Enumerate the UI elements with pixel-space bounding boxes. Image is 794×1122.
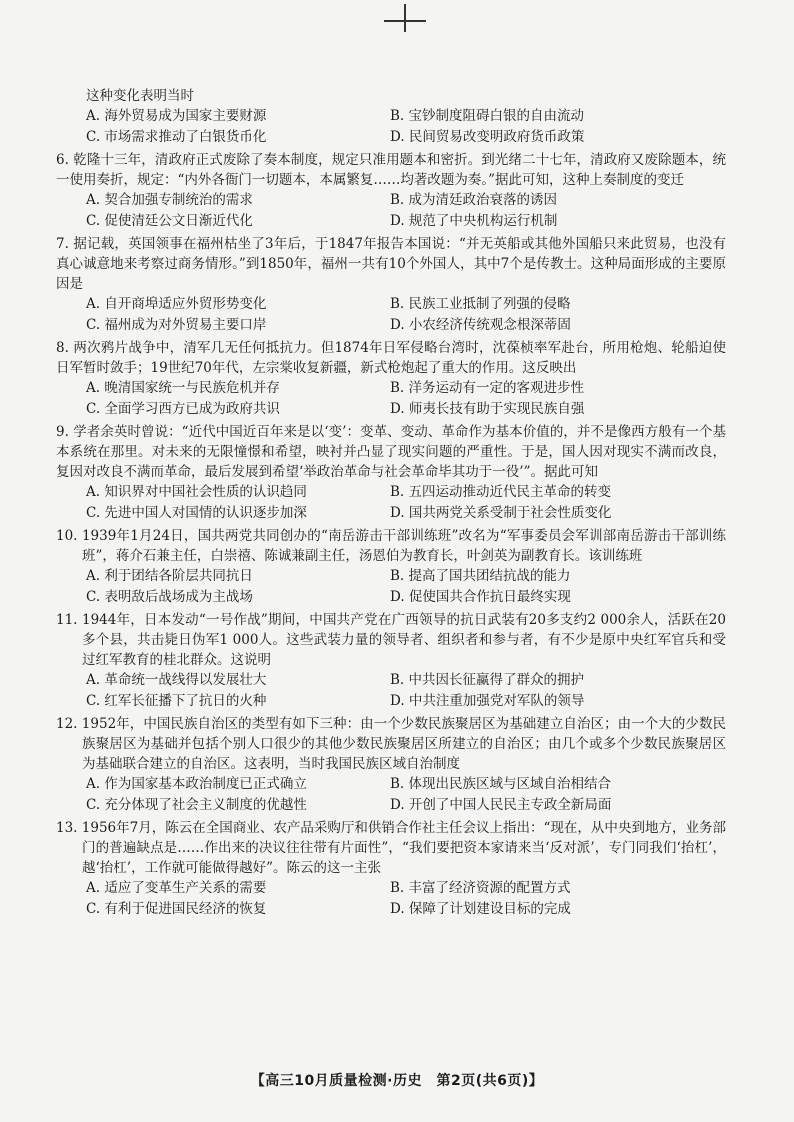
option-c: C. 充分体现了社会主义制度的优越性 (86, 797, 307, 813)
option-grid (56, 566, 726, 608)
option-d: D. 小农经济传统观念根深蒂固 (390, 317, 571, 333)
option-grid (56, 774, 726, 816)
option-a: A. 契合加强专制统治的需求 (86, 192, 253, 208)
question-stem: 6. 乾隆十三年，清政府正式废除了奏本制度，规定只准用题本和密折。到光绪二十七年，清政府又废除题本，统一使用奏折，规定：“内外各衙门一切题本，本属繁复……均著改题为奏。”据此可知，这种上奏制度的变迁 (56, 152, 726, 188)
option-d: D. 中共注重加强党对军队的领导 (390, 693, 585, 709)
option-grid (56, 378, 726, 420)
option-grid (56, 106, 726, 148)
option-a: A. 利于团结各阶层共同抗日 (86, 568, 253, 584)
option-c: C. 市场需求推动了白银货币化 (86, 129, 267, 145)
option-c: C. 表明敌后战场成为主战场 (86, 589, 253, 605)
option-grid (56, 670, 726, 712)
question-stem: 11. 1944年，日本发动“一号作战”期间，中国共产党在广西领导的抗日武装有20多支约2 000余人，活跃在20多个县，共击毙日伪军1 000人。这些武装力量的领导者、组织者和参与者，有不少是原中央红军官兵和受过红军教育的桂北群众。这说明 (56, 612, 726, 668)
option-b: B. 成为清廷政治衰落的诱因 (390, 192, 558, 208)
option-a: A. 晚清国家统一与民族危机并存 (86, 380, 280, 396)
option-c: C. 福州成为对外贸易主要口岸 (86, 317, 267, 333)
question-7 (56, 234, 726, 336)
option-c: C. 有利于促进国民经济的恢复 (86, 901, 267, 917)
option-b: B. 洋务运动有一定的客观进步性 (390, 380, 585, 396)
question-13 (56, 818, 726, 920)
option-a: A. 知识界对中国社会性质的认识趋同 (86, 484, 307, 500)
question-stem: 12. 1952年，中国民族自治区的类型有如下三种：由一个少数民族聚居区为基础建立自治区；由一个大的少数民族聚居区为基础并包括个别人口很少的其他少数民族聚居区所建立的自治区；由几个或多个少数民族聚居区为基础联合建立的自治区。这表明，当时我国民族区域自治制度 (56, 716, 726, 772)
option-b: B. 民族工业抵制了列强的侵略 (390, 296, 571, 312)
option-c: C. 全面学习西方已成为政府共识 (86, 401, 280, 417)
question-stem: 13. 1956年7月，陈云在全国商业、农产品采购厅和供销合作社主任会议上指出：“现在，从中央到地方，业务部门的普遍缺点是……作出来的决议往往带有片面性”，“我们要把资本家请来当‘反对派’，专门同我们‘抬杠’，越‘抬杠’，工作就可能做得越好”。陈云的这一主张 (56, 820, 726, 876)
option-d: D. 规范了中央机构运行机制 (390, 213, 558, 229)
option-c: C. 先进中国人对国情的认识逐步加深 (86, 505, 307, 521)
option-b: B. 中共因长征赢得了群众的拥护 (390, 672, 585, 688)
crop-mark (384, 20, 426, 22)
option-b: B. 体现出民族区域与区域自治相结合 (390, 776, 612, 792)
option-a: A. 革命统一战线得以发展壮大 (86, 672, 267, 688)
option-c: C. 红军长征播下了抗日的火种 (86, 693, 267, 709)
question-6 (56, 150, 726, 232)
option-b: B. 提高了国共团结抗战的能力 (390, 568, 571, 584)
option-a: A. 海外贸易成为国家主要财源 (86, 108, 267, 124)
question-list (56, 84, 726, 920)
page-footer: 【高三10月质量检测·历史 第2页(共6页)】 (250, 1073, 544, 1089)
question-stem: 9. 学者余英时曾说：“近代中国近百年来是以‘变’：变革、变动、革命作为基本价值的，并不是像西方般有一个基本系统在那里。对未来的无限憧憬和希望，映衬并凸显了现实问题的严重性。于是，国人因对现实不满而改良，复因对改良不满而革命，最后发展到希望‘举政治革命与社会革命毕其功于一役’”。据此可知 (56, 424, 726, 480)
option-d: D. 开创了中国人民民主专政全新局面 (390, 797, 612, 813)
question-11 (56, 610, 726, 712)
question-stem: 这种变化表明当时 (86, 88, 194, 104)
option-grid (56, 482, 726, 524)
option-b: B. 五四运动推动近代民主革命的转变 (390, 484, 612, 500)
question-stem: 10. 1939年1月24日，国共两党共同创办的“南岳游击干部训练班”改名为“军事委员会军训部南岳游击干部训练班”，蒋介石兼主任，白崇禧、陈诚兼副主任，汤恩伯为教育长，叶剑英为副教育长。该训练班 (56, 528, 726, 564)
option-c: C. 促使清廷公文日渐近代化 (86, 213, 253, 229)
question-10 (56, 526, 726, 608)
question-9 (56, 422, 726, 524)
option-d: D. 保障了计划建设目标的完成 (390, 901, 571, 917)
question-stem: 8. 两次鸦片战争中，清军几无任何抵抗力。但1874年日军侵略台湾时，沈葆桢率军赴台，所用枪炮、轮船迫使日军暂时敛手；19世纪70年代，左宗棠收复新疆，新式枪炮起了重大的作用。这反映出 (56, 340, 726, 376)
question-stem: 7. 据记载，英国领事在福州枯坐了3年后，于1847年报告本国说：“并无英船或其他外国船只来此贸易，也没有真心诚意地来考察过商务情形。”到1850年，福州一共有10个外国人，其中7个是传教士。这种局面形成的主要原因是 (56, 236, 726, 292)
option-grid (56, 190, 726, 232)
question-12 (56, 714, 726, 816)
option-d: D. 国共两党关系受制于社会性质变化 (390, 505, 612, 521)
option-d: D. 民间贸易改变明政府货币政策 (390, 129, 585, 145)
option-a: A. 作为国家基本政治制度已正式确立 (86, 776, 307, 792)
option-a: A. 适应了变革生产关系的需要 (86, 880, 267, 896)
crop-mark (404, 4, 406, 32)
option-b: B. 宝钞制度阻碍白银的自由流动 (390, 108, 585, 124)
option-b: B. 丰富了经济资源的配置方式 (390, 880, 571, 896)
option-grid (56, 294, 726, 336)
question-8 (56, 338, 726, 420)
option-d: D. 师夷长技有助于实现民族自强 (390, 401, 585, 417)
option-d: D. 促使国共合作抗日最终实现 (390, 589, 571, 605)
option-a: A. 自开商埠适应外贸形势变化 (86, 296, 267, 312)
question-5 (56, 86, 726, 148)
option-grid (56, 878, 726, 920)
